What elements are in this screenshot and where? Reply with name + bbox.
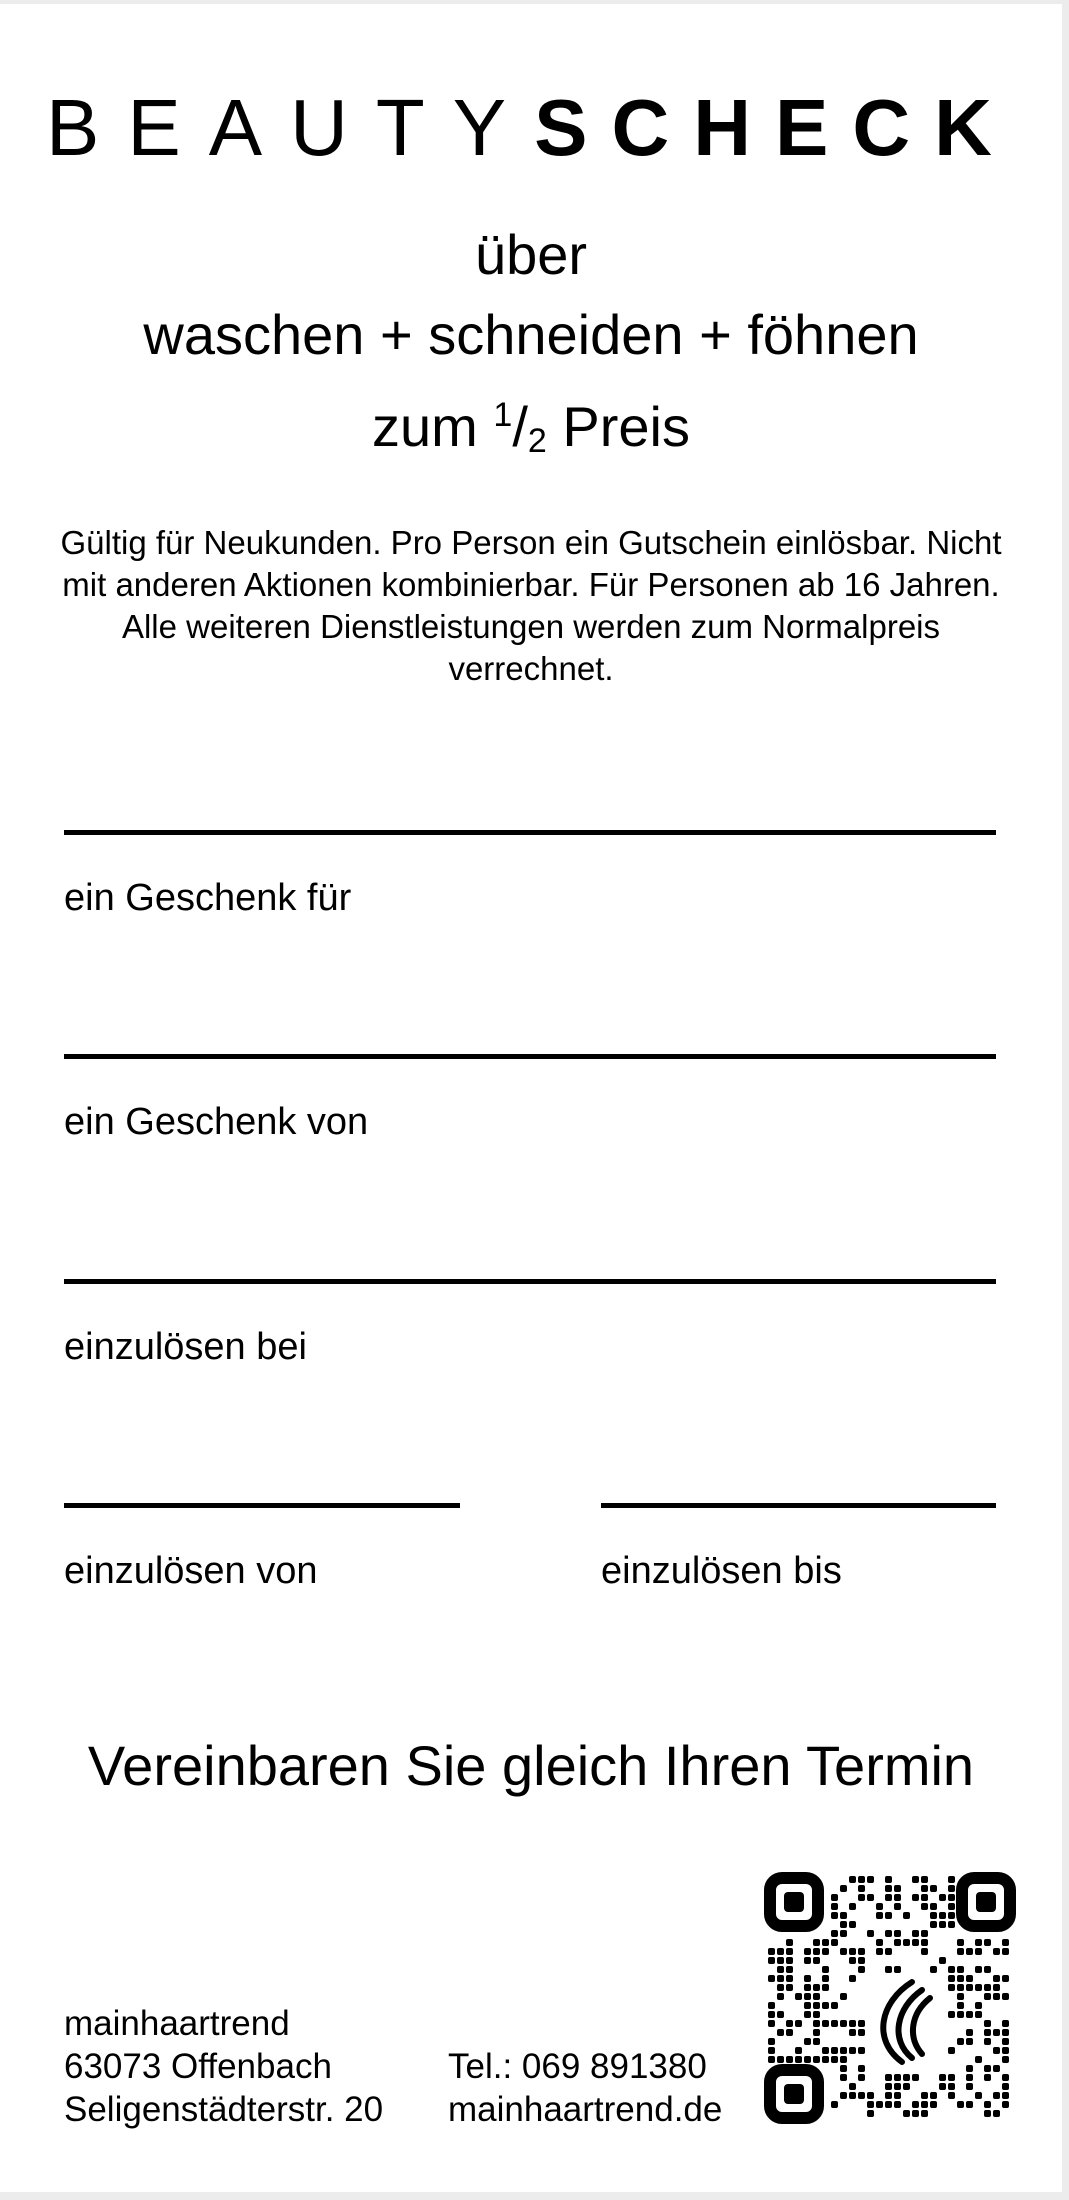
qr-module	[966, 2065, 973, 2072]
qr-module	[984, 2065, 991, 2072]
qr-module	[1002, 2092, 1009, 2099]
qr-module	[921, 1930, 928, 1937]
qr-module	[768, 2002, 775, 2009]
qr-module	[831, 1894, 838, 1901]
qr-module	[894, 2074, 901, 2081]
qr-module	[921, 2110, 928, 2117]
qr-module	[885, 1966, 892, 1973]
qr-module	[849, 2047, 856, 2054]
qr-module	[921, 2101, 928, 2108]
qr-module	[966, 2038, 973, 2045]
qr-module	[777, 1957, 784, 1964]
qr-module	[858, 1966, 865, 1973]
qr-module	[813, 1984, 820, 1991]
qr-module	[984, 1993, 991, 2000]
fraction-slash: /	[512, 395, 528, 458]
qr-module	[858, 2074, 865, 2081]
qr-module	[804, 1993, 811, 2000]
qr-module	[849, 1957, 856, 1964]
qr-module	[867, 2092, 874, 2099]
qr-module	[786, 1975, 793, 1982]
qr-module	[993, 1948, 1000, 1955]
qr-module	[975, 2011, 982, 2018]
qr-module	[1002, 1948, 1009, 1955]
qr-module	[912, 1930, 919, 1937]
qr-module	[957, 2011, 964, 2018]
qr-module	[894, 1930, 901, 1937]
qr-module	[948, 1966, 955, 1973]
qr-module	[939, 1894, 946, 1901]
qr-module	[822, 1984, 829, 1991]
qr-module	[777, 1993, 784, 2000]
qr-module	[768, 2056, 775, 2063]
brand-title	[0, 82, 1062, 174]
gift-for-line[interactable]	[64, 830, 996, 835]
offer-line-3-prefix: zum	[372, 395, 478, 458]
qr-module	[930, 1966, 937, 1973]
qr-module	[948, 2074, 955, 2081]
qr-module	[966, 2083, 973, 2090]
qr-module	[822, 1948, 829, 1955]
qr-module	[930, 2101, 937, 2108]
gift-from-line[interactable]	[64, 1054, 996, 1059]
qr-module	[849, 1903, 856, 1910]
qr-module	[885, 1885, 892, 1892]
qr-module	[903, 2110, 910, 2117]
qr-module	[804, 2038, 811, 2045]
qr-module	[804, 1948, 811, 1955]
qr-module	[894, 2083, 901, 2090]
valid-until-line[interactable]	[601, 1503, 996, 1508]
salon-city: 63073 Offenbach	[64, 2047, 332, 2086]
qr-module	[1002, 2074, 1009, 2081]
qr-module	[786, 2020, 793, 2027]
voucher-card	[0, 4, 1062, 2192]
qr-module	[849, 2092, 856, 2099]
qr-module	[840, 2020, 847, 2027]
qr-module	[885, 2074, 892, 2081]
qr-module	[822, 2002, 829, 2009]
qr-module	[858, 1885, 865, 1892]
qr-module	[912, 2074, 919, 2081]
qr-module	[894, 1966, 901, 1973]
qr-module	[966, 2074, 973, 2081]
qr-module	[768, 2047, 775, 2054]
qr-module	[804, 1984, 811, 1991]
qr-module	[840, 2065, 847, 2072]
qr-module	[822, 2047, 829, 2054]
qr-module	[885, 2101, 892, 2108]
qr-module	[948, 2092, 955, 2099]
qr-module	[777, 2011, 784, 2018]
qr-module	[921, 2092, 928, 2099]
qr-module	[939, 2083, 946, 2090]
valid-from-label: einzulösen von	[64, 1550, 318, 1592]
qr-module	[894, 1903, 901, 1910]
qr-module	[849, 1876, 856, 1883]
qr-module	[939, 1921, 946, 1928]
qr-module	[885, 2092, 892, 2099]
qr-module	[885, 1894, 892, 1901]
offer-line-3-suffix: Preis	[562, 395, 690, 458]
qr-module	[984, 2038, 991, 2045]
qr-module	[840, 2047, 847, 2054]
qr-module	[975, 1948, 982, 1955]
redeem-at-label: einzulösen bei	[64, 1326, 307, 1368]
qr-module	[948, 1912, 955, 1919]
fraction-numerator: 1	[493, 396, 513, 434]
qr-module	[831, 1903, 838, 1910]
qr-module	[1002, 1993, 1009, 2000]
qr-module	[858, 1957, 865, 1964]
qr-module	[975, 1939, 982, 1946]
salon-name: mainhaartrend	[64, 2004, 290, 2043]
qr-module	[849, 2029, 856, 2036]
qr-module	[876, 1948, 883, 1955]
qr-module	[921, 1903, 928, 1910]
qr-module	[939, 2074, 946, 2081]
qr-module	[768, 2011, 775, 2018]
qr-module	[813, 2056, 820, 2063]
brand-title-bold: SCHECK	[534, 83, 1016, 172]
qr-module	[777, 2029, 784, 2036]
gift-from-label: ein Geschenk von	[64, 1101, 369, 1143]
qr-module	[777, 1984, 784, 1991]
qr-module	[813, 2029, 820, 2036]
qr-module	[903, 1939, 910, 1946]
qr-module	[993, 2110, 1000, 2117]
qr-module	[1002, 2029, 1009, 2036]
valid-from-line[interactable]	[64, 1503, 460, 1508]
qr-module	[1002, 2101, 1009, 2108]
qr-module	[813, 1939, 820, 1946]
qr-module	[939, 1957, 946, 1964]
qr-module	[768, 1957, 775, 1964]
qr-module	[831, 2101, 838, 2108]
qr-module	[840, 2056, 847, 2063]
qr-module	[975, 2056, 982, 2063]
qr-module	[849, 1948, 856, 1955]
qr-module	[975, 1984, 982, 1991]
qr-module	[957, 2002, 964, 2009]
qr-module	[813, 2011, 820, 2018]
qr-module	[957, 1993, 964, 2000]
qr-module	[813, 1948, 820, 1955]
qr-module	[876, 1939, 883, 1946]
qr-module	[921, 1885, 928, 1892]
qr-module	[921, 1939, 928, 1946]
qr-module	[840, 2092, 847, 2099]
appointment-cta: Vereinbaren Sie gleich Ihren Termin	[87, 1734, 975, 1797]
qr-module	[831, 2047, 838, 2054]
qr-module	[885, 1912, 892, 1919]
qr-module	[921, 1948, 928, 1955]
qr-module	[858, 2065, 865, 2072]
qr-module	[984, 1939, 991, 1946]
qr-module	[804, 1957, 811, 1964]
qr-module	[885, 1930, 892, 1937]
qr-module	[957, 2038, 964, 2045]
qr-module	[930, 1912, 937, 1919]
valid-until-label: einzulösen bis	[601, 1550, 842, 1592]
qr-module	[921, 1894, 928, 1901]
qr-module	[984, 2020, 991, 2027]
qr-module	[867, 2110, 874, 2117]
qr-module	[786, 1984, 793, 1991]
qr-module	[912, 2101, 919, 2108]
qr-module	[813, 2038, 820, 2045]
qr-module	[786, 2056, 793, 2063]
qr-module	[948, 2047, 955, 2054]
qr-module	[858, 2092, 865, 2099]
qr-module	[876, 2101, 883, 2108]
qr-module	[858, 2047, 865, 2054]
qr-module	[858, 1876, 865, 1883]
qr-module	[957, 1975, 964, 1982]
qr-module	[768, 2038, 775, 2045]
qr-module	[894, 1939, 901, 1946]
qr-module	[786, 1948, 793, 1955]
qr-module	[840, 1885, 847, 1892]
qr-module	[975, 1966, 982, 1973]
salon-website: mainhaartrend.de	[448, 2090, 723, 2129]
qr-module	[966, 2011, 973, 2018]
qr-module	[993, 2092, 1000, 2099]
qr-module	[948, 1885, 955, 1892]
qr-module	[849, 1921, 856, 1928]
qr-module	[939, 1912, 946, 1919]
brand-title-light: BEAUTY	[46, 83, 535, 172]
qr-module	[966, 1948, 973, 1955]
qr-module	[840, 1948, 847, 1955]
qr-module	[804, 2011, 811, 2018]
qr-module	[795, 2020, 802, 2027]
qr-module	[912, 1894, 919, 1901]
qr-module	[822, 2020, 829, 2027]
qr-module	[867, 1876, 874, 1883]
qr-module	[948, 1903, 955, 1910]
qr-module	[795, 2056, 802, 2063]
qr-module	[840, 1912, 847, 1919]
qr-module	[777, 2056, 784, 2063]
qr-module	[804, 2056, 811, 2063]
qr-module	[813, 1957, 820, 1964]
qr-module	[813, 2020, 820, 2027]
qr-module	[966, 1975, 973, 1982]
qr-module	[822, 1966, 829, 1973]
salon-street: Seligenstädterstr. 20	[64, 2090, 384, 2129]
qr-module	[984, 2074, 991, 2081]
qr-module	[894, 2092, 901, 2099]
qr-module	[1002, 1939, 1009, 1946]
salon-phone: Tel.: 069 891380	[448, 2047, 707, 2086]
qr-module	[831, 2056, 838, 2063]
qr-module	[804, 2002, 811, 2009]
qr-module	[786, 1966, 793, 1973]
qr-module	[867, 2101, 874, 2108]
qr-module	[840, 2074, 847, 2081]
offer-line-2: waschen + schneiden + föhnen	[143, 303, 919, 366]
qr-module	[930, 2092, 937, 2099]
qr-module	[777, 1975, 784, 1982]
qr-module	[768, 1975, 775, 1982]
gift-for-label: ein Geschenk für	[64, 877, 352, 919]
qr-module	[966, 2029, 973, 2036]
qr-module	[840, 1993, 847, 2000]
qr-module	[1002, 1975, 1009, 1982]
qr-module	[1002, 2056, 1009, 2063]
qr-module	[1002, 2020, 1009, 2027]
qr-module	[984, 2029, 991, 2036]
qr-module	[849, 2083, 856, 2090]
qr-module	[903, 2083, 910, 2090]
qr-module	[993, 1993, 1000, 2000]
qr-module	[777, 1966, 784, 1973]
qr-module	[921, 1876, 928, 1883]
qr-module	[786, 1957, 793, 1964]
qr-module	[975, 2092, 982, 2099]
qr-module	[912, 1876, 919, 1883]
qr-module	[948, 1894, 955, 1901]
fraction-denominator: 2	[527, 422, 547, 460]
qr-module	[858, 1948, 865, 1955]
qr-module	[885, 1876, 892, 1883]
qr-module	[957, 1948, 964, 1955]
qr-module	[822, 2056, 829, 2063]
qr-module	[894, 2101, 901, 2108]
qr-module	[858, 2020, 865, 2027]
qr-module	[777, 1948, 784, 1955]
qr-module	[957, 1966, 964, 1973]
qr-module	[966, 2101, 973, 2108]
qr-module	[984, 2101, 991, 2108]
qr-module	[786, 1939, 793, 1946]
qr-module	[804, 1975, 811, 1982]
qr-module	[831, 2020, 838, 2027]
qr-module	[903, 1912, 910, 1919]
qr-module	[984, 1984, 991, 1991]
offer-line-1: über	[474, 223, 588, 286]
qr-module	[1002, 2047, 1009, 2054]
qr-module	[768, 2020, 775, 2027]
qr-module	[957, 1939, 964, 1946]
qr-module	[912, 2110, 919, 2117]
qr-module	[813, 2002, 820, 2009]
qr-module	[867, 1930, 874, 1937]
qr-module	[903, 2074, 910, 2081]
qr-module	[885, 1948, 892, 1955]
qr-module	[822, 1975, 829, 1982]
qr-module	[831, 1930, 838, 1937]
qr-module	[885, 2083, 892, 2090]
qr-module	[975, 2002, 982, 2009]
qr-module	[984, 1966, 991, 1973]
qr-module	[930, 1921, 937, 1928]
qr-module	[948, 1984, 955, 1991]
qr-module	[948, 1876, 955, 1883]
qr-module	[993, 2065, 1000, 2072]
qr-module	[831, 1912, 838, 1919]
qr-code-icon[interactable]	[762, 1870, 1018, 2126]
qr-module	[849, 2020, 856, 2027]
qr-module	[993, 2029, 1000, 2036]
qr-module	[876, 1912, 883, 1919]
qr-module	[984, 2110, 991, 2117]
qr-module	[867, 1894, 874, 1901]
qr-module	[930, 1903, 937, 1910]
qr-module	[957, 2101, 964, 2108]
qr-module	[840, 1930, 847, 1937]
qr-module	[948, 1921, 955, 1928]
offer-line-3	[0, 383, 1062, 473]
redeem-at-line[interactable]	[64, 1279, 996, 1284]
qr-module	[993, 1984, 1000, 1991]
qr-module	[1002, 2083, 1009, 2090]
qr-module	[948, 1975, 955, 1982]
qr-module	[966, 1984, 973, 1991]
qr-module	[831, 2002, 838, 2009]
qr-module	[930, 1885, 937, 1892]
qr-module	[912, 1939, 919, 1946]
qr-module	[876, 1903, 883, 1910]
qr-module	[1002, 2038, 1009, 2045]
qr-module	[858, 2029, 865, 2036]
conditions-text: Gültig für Neukunden. Pro Person ein Gutschein einlösbar. Nicht mit anderen Aktionen kombinierbar. Für Personen ab 16 Jahren. Alle weiteren Dienstleistungen werden zum Normalpreis verrechnet.	[60, 524, 1002, 687]
qr-module	[894, 1894, 901, 1901]
qr-module	[795, 1993, 802, 2000]
qr-module	[993, 1975, 1000, 1982]
qr-module	[795, 2047, 802, 2054]
qr-module	[840, 1921, 847, 1928]
qr-module	[993, 2047, 1000, 2054]
qr-module	[786, 2029, 793, 2036]
qr-module	[831, 1939, 838, 1946]
qr-module	[948, 2011, 955, 2018]
qr-module	[957, 1984, 964, 1991]
qr-module	[822, 1939, 829, 1946]
qr-module	[849, 1975, 856, 1982]
qr-module	[894, 1885, 901, 1892]
qr-module	[813, 1993, 820, 2000]
qr-module	[858, 1894, 865, 1901]
qr-module	[768, 1948, 775, 1955]
qr-module	[948, 2083, 955, 2090]
